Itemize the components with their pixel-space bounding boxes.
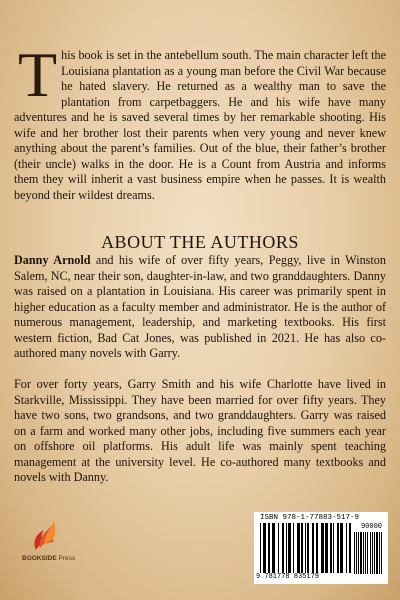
about-authors-heading: ABOUT THE AUTHORS <box>101 232 299 252</box>
isbn-text: ISBN 978-1-77883-517-9 <box>260 514 360 522</box>
barcode-bar <box>268 523 270 573</box>
barcode-bar <box>286 523 287 573</box>
barcode-bar <box>316 523 318 573</box>
barcode-bar <box>297 523 300 573</box>
barcode-addon: 90000 <box>360 523 382 531</box>
barcode-bar <box>349 523 351 573</box>
synopsis-text: his book is set in the antebellum south. The main character left the Louisiana plantation as a young man before the Civil War because he hated slavery. He returned as a wealthy man to save the plantation from carpetbaggers. He and his wife have many adventures and he is saved several times by her remarkable shooting. His wife and her brother lost their parents when very young and never knew anything about the parent’s families. Out of the blue, their father’s brother (their uncle) walks in the door. He is a Count from Austria and informs them they will inherit a vast business empire when he passes. It is wealth beyond their wildest dreams. <box>14 48 386 202</box>
barcode-bar <box>278 523 279 573</box>
barcode-bar <box>346 523 347 573</box>
publisher-name <box>22 555 75 562</box>
barcode-bars <box>260 523 352 573</box>
barcode-bar <box>288 523 291 573</box>
barcode-bar <box>370 532 371 574</box>
isbn-barcode <box>254 512 388 584</box>
book-flame-icon <box>30 520 58 554</box>
publisher-logo <box>22 520 92 570</box>
barcode-bar <box>305 523 306 573</box>
barcode-bar <box>282 523 284 573</box>
barcode-bar <box>330 523 332 573</box>
synopsis-paragraph <box>14 39 386 203</box>
publisher-name-suffix: Press <box>58 555 76 562</box>
barcode-bar <box>363 532 364 574</box>
barcode-bar <box>340 523 343 573</box>
barcode-bar <box>379 532 380 574</box>
author-name: Danny Arnold <box>14 253 91 267</box>
barcode-digits: 9 781778 835179 <box>256 573 320 581</box>
publisher-name-main: BOOKSIDE <box>22 555 57 562</box>
barcode-bar <box>321 523 324 573</box>
barcode-bar <box>307 523 309 573</box>
author-bio-garry: For over forty years, Garry Smith and his wife Charlotte have lived in Starkville, Mississippi. They have been married for over fifty years. They have two sons, two grandsons, and two granddaughters. Garry was raised on a farm and worked many other jobs, including five summers each year on offshore oil platforms. His adult life was mainly spent teaching management at the university level. He co-authored many textbooks and novels with Danny. <box>14 377 386 484</box>
barcode-addon-bars <box>354 532 382 574</box>
drop-cap: T <box>18 39 58 110</box>
barcode-bar <box>381 532 382 574</box>
barcode-bar <box>376 532 378 574</box>
barcode-bar <box>372 532 373 574</box>
barcode-bar <box>301 523 303 573</box>
barcode-bar <box>325 523 328 573</box>
barcode-bar <box>358 532 359 574</box>
author-bio-danny <box>14 253 386 362</box>
barcode-bar <box>374 532 375 574</box>
barcode-bar <box>272 523 275 573</box>
barcode-bar <box>263 523 266 573</box>
barcode-bar <box>312 523 314 573</box>
author-bio-text: and his wife of over fifty years, Peggy, live in Winston Salem, NC, near their son, daughter-in-law, and two granddaughters. Danny was raised on a plantation in Louisiana. His career was primarily spent in higher education as a faculty member and administrator. He is the author of numerous management, leadership, and marketing textbooks. His first western fiction, Bad Cat Jones, was published in 2021. He has also co-authored many novels with Garry. <box>14 253 386 360</box>
barcode-bar <box>337 523 339 573</box>
barcode-bar <box>356 532 357 574</box>
barcode-bar <box>365 532 366 574</box>
barcode-bar <box>293 523 294 573</box>
barcode-bar <box>354 532 355 574</box>
barcode-bar <box>333 523 334 573</box>
barcode-bar <box>367 532 368 574</box>
barcode-bar <box>360 532 362 574</box>
barcode-bar <box>260 523 261 573</box>
